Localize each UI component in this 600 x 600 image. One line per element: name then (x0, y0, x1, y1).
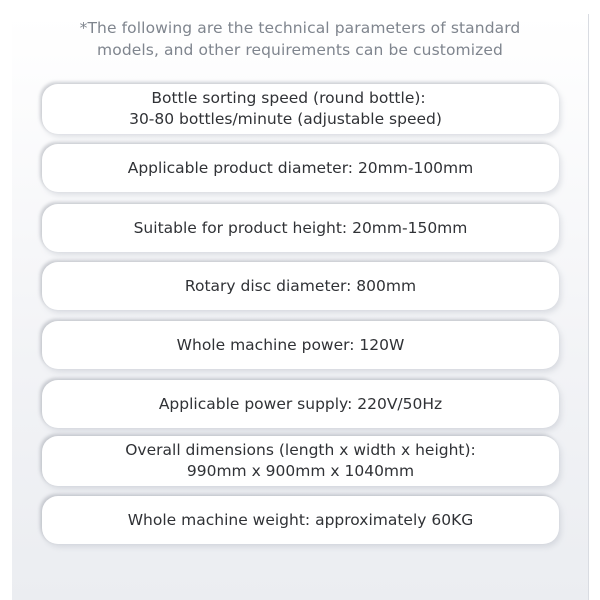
spec-text: Whole machine power: 120W (176, 335, 405, 354)
spec-text: Rotary disc diameter: 800mm (184, 276, 417, 295)
spec-value: 30-80 bottles/minute (adjustable speed) (129, 110, 442, 128)
spec-card-rotary-disc-diameter (42, 262, 559, 310)
spec-value: 990mm x 900mm x 1040mm (186, 462, 415, 480)
spec-label: Bottle sorting speed (round bottle): (151, 89, 426, 107)
spec-text: Applicable product diameter: 20mm-100mm (127, 158, 474, 177)
header-note-line-1: *The following are the technical parameters of standard (79, 19, 521, 37)
spec-text: Suitable for product height: 20mm-150mm (133, 218, 468, 237)
spec-card-bottle-sorting-speed (42, 84, 559, 134)
spec-card-machine-power (42, 321, 559, 369)
spec-card-machine-weight (42, 496, 559, 544)
header-note-line-2: models, and other requirements can be customized (97, 41, 503, 59)
spec-card-overall-dimensions (42, 436, 559, 486)
spec-text: Whole machine weight: approximately 60KG (127, 510, 474, 529)
spec-card-power-supply (42, 380, 559, 428)
spec-label: Overall dimensions (length x width x height): (125, 441, 476, 459)
spec-card-product-diameter (42, 144, 559, 192)
spec-card-product-height (42, 204, 559, 252)
spec-text: Applicable power supply: 220V/50Hz (158, 394, 443, 413)
header-note (0, 17, 600, 61)
